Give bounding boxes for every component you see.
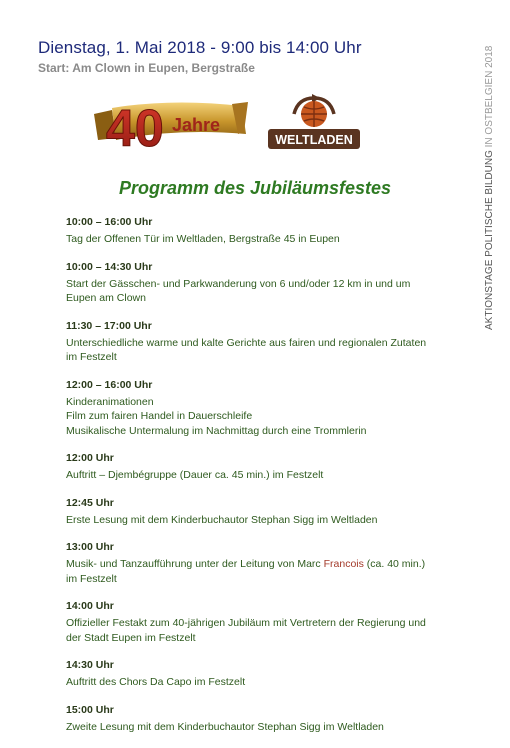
entry-line: Auftritt des Chors Da Capo im Festzelt [66,676,246,688]
schedule-entry [66,541,466,586]
entry-line [66,557,466,572]
schedule-entry [66,320,466,365]
side-caption-tail: IN OSTBELGIEN 2018 [484,45,495,151]
schedule-entry [66,379,466,439]
weltladen-logo [264,92,364,154]
schedule-entry [66,261,466,306]
entry-time: 14:00 Uhr [66,600,114,612]
entry-time: 13:00 Uhr [66,541,114,553]
entry-time: 10:00 – 14:30 Uhr [66,260,153,273]
entry-time: 14:30 Uhr [66,659,114,671]
anniversary-word: Jahre [172,115,221,135]
entry-line: im Festzelt [66,351,117,363]
entry-time: 12:00 Uhr [66,452,114,464]
entry-line: Unterschiedliche warme und kalte Gerichte aus fairen und regionalen Zutaten [66,336,427,349]
entry-line: Eupen am Clown [66,292,146,304]
anniversary-number: 40 [106,100,164,152]
event-date-heading: Dienstag, 1. Mai 2018 - 9:00 bis 14:00 Uhr [38,38,362,57]
entry-line: der Stadt Eupen im Festzelt [66,631,196,644]
event-start-location: Start: Am Clown in Eupen, Bergstraße [38,61,255,75]
entry-line: Tag der Offenen Tür im Weltladen, Bergstraße 45 in Eupen [66,233,340,245]
schedule-entry [66,704,466,735]
entry-line: Auftritt – Djembégruppe (Dauer ca. 45 min.) im Festzelt [66,469,324,481]
entry-line: Start der Gässchen- und Parkwanderung von 6 und/oder 12 km in und um [66,277,411,290]
weltladen-wordmark: WELTLADEN [275,133,353,147]
entry-line-text: Musik- und Tanzaufführung unter der Leitung von Marc [66,558,324,570]
anniversary-40-logo [92,94,250,152]
highlighted-name: Francois [323,558,364,570]
schedule-entry [66,497,466,528]
entry-line: Musikalische Untermalung im Nachmittag durch eine Trommlerin [66,424,367,437]
entry-line: Erste Lesung mit dem Kinderbuchautor Stephan Sigg im Weltladen [66,513,378,526]
entry-line: Kinderanimationen [66,395,154,408]
schedule-entry [66,659,466,690]
entry-line-suffix: (ca. 40 min.) [363,558,426,570]
entry-time: 12:00 – 16:00 Uhr [66,378,153,391]
schedule-list [66,216,466,748]
entry-time: 12:45 Uhr [66,496,114,509]
entry-time: 10:00 – 16:00 Uhr [66,216,153,228]
schedule-entry [66,216,466,247]
schedule-entry [66,600,466,645]
entry-line: Offizieller Festakt zum 40-jährigen Jubiläum mit Vertretern der Regierung und [66,617,426,629]
entry-line: Zweite Lesung mit dem Kinderbuchautor Stephan Sigg im Weltladen [66,720,384,733]
side-caption-main: AKTIONSTAGE POLITISCHE BILDUNG [484,150,495,330]
program-title: Programm des Jubiläumsfestes [118,178,392,198]
entry-time: 15:00 Uhr [66,703,114,716]
entry-line: im Festzelt [66,572,117,585]
entry-time: 11:30 – 17:00 Uhr [66,319,152,332]
entry-line: Film zum fairen Handel in Dauerschleife [66,410,253,422]
schedule-entry [66,452,466,483]
